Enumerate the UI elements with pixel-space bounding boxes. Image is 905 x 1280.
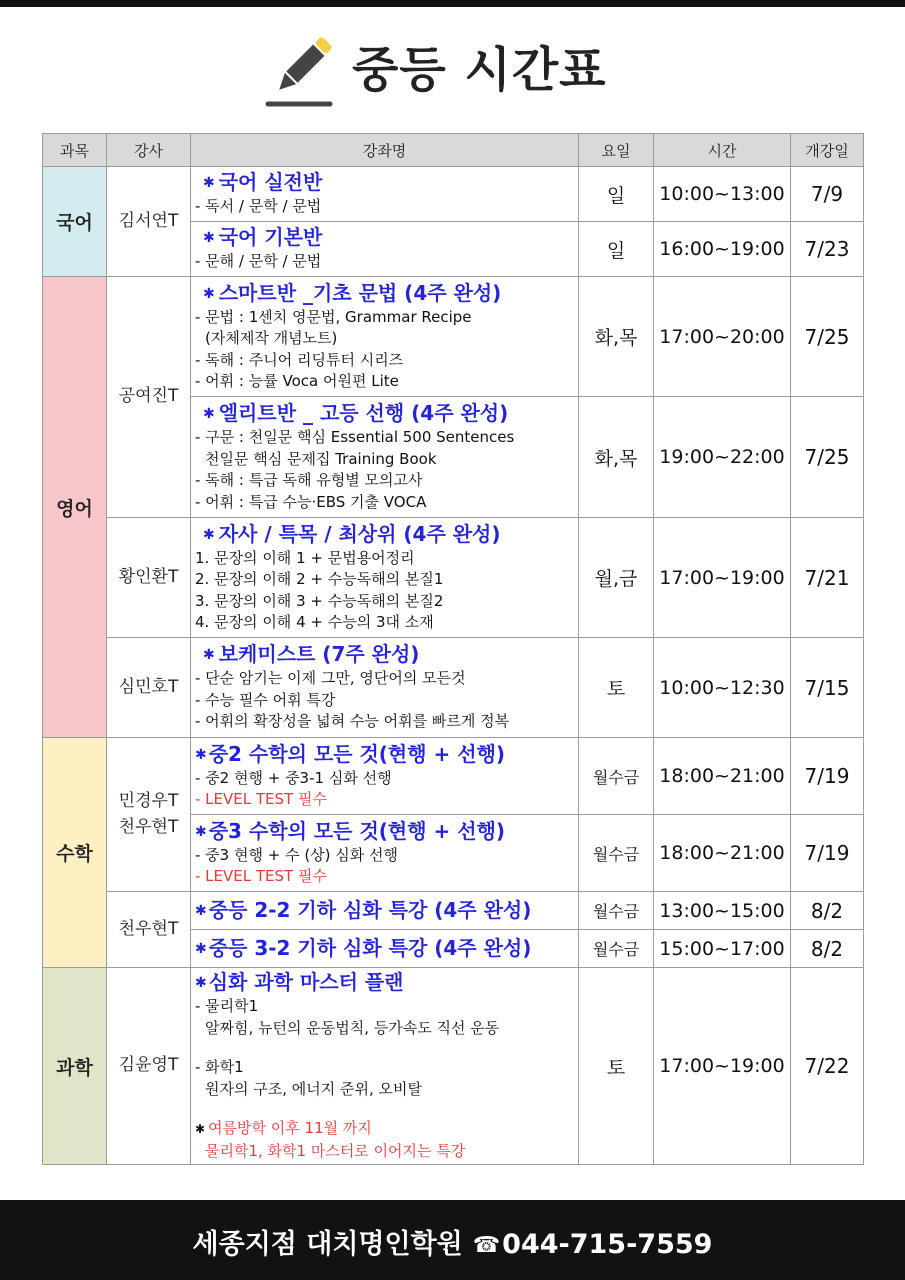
course-cell (191, 892, 579, 930)
start-date-cell: 7/19 (791, 738, 864, 815)
course-cell (191, 277, 579, 397)
footer-text (0, 1222, 905, 1261)
academy-name: 세종지점 대치명인학원 (192, 1229, 463, 1260)
time-cell: 18:00~21:00 (654, 815, 791, 892)
course-detail: - 화학1 (195, 1058, 244, 1076)
col-header-time: 시간 (654, 134, 791, 167)
course-detail: - 어휘 : 능률 Voca 어원편 Lite (195, 372, 399, 390)
table-row (43, 277, 864, 397)
course-title: ✱ 중등 2-2 기하 심화 특강 (4주 완성) (195, 897, 532, 922)
day-cell: 화,목 (579, 277, 654, 397)
subject-math: 수학 (43, 738, 107, 968)
course-cell (191, 518, 579, 638)
time-cell: 10:00~13:00 (654, 167, 791, 222)
course-detail: - 중2 현행 + 중3-1 심화 선행 (195, 768, 392, 787)
day-cell: 일 (579, 167, 654, 222)
day-cell: 화,목 (579, 397, 654, 518)
teacher-cell: 공여진T (107, 277, 191, 518)
course-detail: - 단순 암기는 이제 그만, 영단어의 모든것 (195, 669, 466, 688)
course-title: ✱ 중등 3-2 기하 심화 특강 (4주 완성) (195, 935, 532, 960)
course-detail: (자체제작 개념노트) (205, 329, 338, 347)
day-cell: 토 (579, 638, 654, 738)
course-detail: - 어휘의 확장성을 넓혀 수능 어휘를 빠르게 정복 (195, 712, 510, 731)
teacher-cell: 민경우T 천우현T (107, 738, 191, 892)
course-cell (191, 638, 579, 738)
start-date-cell: 7/9 (791, 167, 864, 222)
subject-korean: 국어 (43, 167, 107, 277)
day-cell: 월,금 (579, 518, 654, 638)
course-detail: - 문법 : 1센치 영문법, Grammar Recipe (195, 307, 472, 326)
asterisk-icon: ✱ (195, 902, 207, 919)
course-title: ✱ 중3 수학의 모든 것(현행 + 선행) (195, 818, 506, 843)
course-note: 물리학1, 화학1 마스터로 이어지는 특강 (205, 1141, 466, 1160)
course-detail: 천일문 핵심 문제집 Training Book (205, 449, 437, 468)
phone-number: 044-715-7559 (502, 1229, 713, 1260)
level-test-note: - LEVEL TEST 필수 (195, 867, 327, 885)
course-cell (191, 968, 579, 1165)
teacher-cell: 심민호T (107, 638, 191, 738)
table-row (43, 892, 864, 930)
subject-english: 영어 (43, 277, 107, 738)
course-cell (191, 167, 579, 222)
day-cell: 월수금 (579, 815, 654, 892)
course-detail: - 물리학1 (195, 997, 259, 1015)
col-header-start: 개강일 (791, 134, 864, 167)
course-detail: - 어휘 : 특급 수능·EBS 기출 VOCA (195, 492, 427, 511)
course-detail: 2. 문장의 이해 2 + 수능독해의 본질1 (195, 570, 444, 588)
time-cell: 17:00~19:00 (654, 518, 791, 638)
course-title: ✱ 보케미스트 (7주 완성) (203, 642, 420, 667)
teacher-cell: 황인환T (107, 518, 191, 638)
top-border (0, 0, 905, 7)
phone-icon: ☎ (472, 1233, 501, 1258)
table-row (43, 968, 864, 1165)
course-detail: 알짜힘, 뉴턴의 운동법칙, 등가속도 직선 운동 (205, 1018, 500, 1037)
asterisk-icon: ✱ (195, 975, 207, 991)
asterisk-icon: ✱ (203, 230, 215, 247)
level-test-note: - LEVEL TEST 필수 (195, 790, 327, 808)
time-cell: 18:00~21:00 (654, 738, 791, 815)
table-row (43, 638, 864, 738)
teacher-cell: 천우현T (107, 892, 191, 968)
course-detail: - 독해 : 주니어 리딩튜터 시리즈 (195, 350, 404, 369)
footer (0, 1200, 905, 1280)
course-cell (191, 815, 579, 892)
start-date-cell: 7/19 (791, 815, 864, 892)
course-title: ✱ 중2 수학의 모든 것(현행 + 선행) (195, 741, 506, 766)
subject-science: 과학 (43, 968, 107, 1165)
course-title: ✱ 심화 과학 마스터 플랜 (195, 970, 404, 994)
time-cell: 16:00~19:00 (654, 222, 791, 277)
asterisk-icon: ✱ (203, 647, 215, 664)
course-detail: - 구문 : 천일문 핵심 Essential 500 Sentences (195, 428, 515, 446)
asterisk-icon: ✱ (203, 285, 215, 302)
day-cell: 월수금 (579, 930, 654, 968)
day-cell: 토 (579, 968, 654, 1165)
course-title: ✱ 국어 기본반 (203, 225, 323, 250)
start-date-cell: 7/25 (791, 277, 864, 397)
course-detail: 원자의 구조, 에너지 준위, 오비탈 (205, 1079, 422, 1098)
start-date-cell: 7/25 (791, 397, 864, 518)
course-detail: 1. 문장의 이해 1 + 문법용어정리 (195, 548, 415, 567)
page-title: 중등 시간표 (352, 42, 607, 98)
start-date-cell: 7/15 (791, 638, 864, 738)
timetable (42, 133, 864, 1165)
course-cell (191, 397, 579, 518)
table-row (43, 518, 864, 638)
course-title: ✱ 자사 / 특목 / 최상위 (4주 완성) (203, 521, 501, 546)
time-cell: 15:00~17:00 (654, 930, 791, 968)
time-cell: 10:00~12:30 (654, 638, 791, 738)
time-cell: 19:00~22:00 (654, 397, 791, 518)
asterisk-icon: ✱ (203, 526, 215, 543)
course-detail: - 독해 : 특급 독해 유형별 모의고사 (195, 471, 423, 489)
course-detail: 3. 문장의 이해 3 + 수능독해의 본질2 (195, 591, 444, 610)
pencil-icon (264, 32, 334, 110)
course-note: ✱ 여름방학 이후 11월 까지 (195, 1119, 372, 1137)
table-row (43, 738, 864, 815)
day-cell: 일 (579, 222, 654, 277)
course-title: ✱ 국어 실전반 (203, 170, 323, 195)
course-cell (191, 222, 579, 277)
teacher-cell: 김서연T (107, 167, 191, 277)
table-header-row (43, 134, 864, 167)
course-detail: - 독서 / 문학 / 문법 (195, 197, 322, 216)
course-title: ✱ 엘리트반 _ 고등 선행 (4주 완성) (203, 401, 509, 425)
course-title: ✱ 스마트반 _기초 문법 (4주 완성) (203, 280, 502, 305)
asterisk-icon: ✱ (195, 746, 207, 763)
asterisk-icon: ✱ (195, 1122, 206, 1136)
day-cell: 월수금 (579, 892, 654, 930)
asterisk-icon: ✱ (195, 940, 207, 957)
col-header-teacher: 강사 (107, 134, 191, 167)
course-detail: - 문해 / 문학 / 문법 (195, 252, 322, 271)
time-cell: 17:00~20:00 (654, 277, 791, 397)
start-date-cell: 7/23 (791, 222, 864, 277)
asterisk-icon: ✱ (195, 823, 207, 840)
course-cell (191, 930, 579, 968)
header (0, 30, 905, 120)
teacher-cell: 김윤영T (107, 968, 191, 1165)
col-header-day: 요일 (579, 134, 654, 167)
start-date-cell: 8/2 (791, 892, 864, 930)
course-detail: - 중3 현행 + 수 (상) 심화 선행 (195, 845, 399, 864)
col-header-subject: 과목 (43, 134, 107, 167)
table-row (43, 167, 864, 222)
start-date-cell: 8/2 (791, 930, 864, 968)
asterisk-icon: ✱ (203, 175, 215, 192)
time-cell: 17:00~19:00 (654, 968, 791, 1165)
course-cell (191, 738, 579, 815)
day-cell: 월수금 (579, 738, 654, 815)
start-date-cell: 7/22 (791, 968, 864, 1165)
start-date-cell: 7/21 (791, 518, 864, 638)
time-cell: 13:00~15:00 (654, 892, 791, 930)
asterisk-icon: ✱ (203, 406, 215, 422)
course-detail: - 수능 필수 어휘 특강 (195, 690, 336, 709)
col-header-course: 강좌명 (191, 134, 579, 167)
course-detail: 4. 문장의 이해 4 + 수능의 3대 소재 (195, 613, 434, 631)
